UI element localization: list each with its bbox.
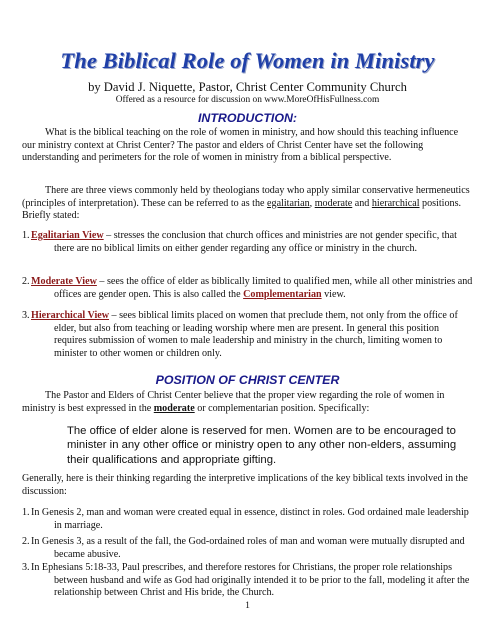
view-item-egalitarian	[22, 230, 474, 255]
introduction-heading: INTRODUCTION:	[197, 111, 298, 125]
point-item-3	[22, 562, 474, 600]
intro-paragraph-1-text: What is the biblical teaching on the role of women in ministry, and how should this teaching influence our ministry context at Christ Center? The pastor and elders of Christ Center have set the following understanding and perimeters for the role of women in ministry from a biblical perspective.	[22, 127, 459, 163]
point-text: In Genesis 3, as a result of the fall, the God-ordained roles of man and woman were mutually disrupted and became abusive.	[31, 536, 465, 560]
view-item-moderate	[22, 276, 474, 301]
author-byline: by David J. Niquette, Pastor, Christ Center Community Church	[88, 80, 407, 94]
point-number: 3.	[22, 562, 30, 573]
view-name-hierarchical: Hierarchical View	[31, 310, 110, 321]
moderate-term: moderate	[314, 197, 353, 209]
intro-paragraph-2-sep-2: and	[352, 197, 372, 209]
view-number: 1.	[22, 230, 30, 241]
view-description: – stresses the conclusion that church offices and ministries are not gender specific, that there are no biblical limits on either gender regarding any office or ministry in the church.	[54, 230, 457, 254]
point-item-1	[22, 507, 474, 532]
position-paragraph-1-text-a: The Pastor and Elders of Christ Center believe that the proper view regarding the role of women in ministry is best expressed in the	[22, 390, 445, 414]
point-text: In Ephesians 5:18-33, Paul prescribes, and therefore restores for Christians, the proper role relationships between husband and wife as God had originally intended it to be prior to the fall, modeling it after the relationship between Christ and His bride, the Church.	[31, 562, 470, 598]
point-number: 1.	[22, 507, 30, 518]
moderate-emphasis: moderate	[153, 402, 195, 414]
document-title: The Biblical Role of Women in Ministry	[60, 48, 435, 73]
complementarian-term: Complementarian	[243, 288, 322, 300]
position-paragraph-1-text-b: or complementarian position. Specifically:	[194, 402, 370, 414]
intro-paragraph-2-text-a: There are three views commonly held by theologians today who apply similar conservative hermeneutics (principles of interpretation). These can be referred to as the	[22, 185, 470, 209]
intro-paragraph-2-sep-1: ,	[309, 197, 315, 209]
page-number: 1	[245, 600, 250, 611]
view-description: – sees the office of elder as biblically limited to qualified men, while all other ministries and offices are gender open. This is also called the	[54, 276, 473, 300]
view-description: – sees biblical limits placed on women that preclude them, not only from the office of elder, but also from teaching or leading worship where men are present. In general this position requires submission of women to male leadership and ministry in the church, limiting women to minister to other women or children only.	[54, 310, 458, 359]
view-name-moderate: Moderate View	[31, 276, 97, 287]
position-heading: POSITION OF CHRIST CENTER	[155, 373, 340, 387]
point-item-2	[22, 536, 474, 561]
view-item-hierarchical	[22, 310, 474, 360]
intro-paragraph-2	[22, 185, 474, 223]
position-statement: The office of elder alone is reserved for men. Women are to be encouraged to minister in any other office or ministry open to any other non-elders, assuming their qualifications and appropriate gifting.	[67, 425, 457, 466]
position-paragraph-1	[22, 390, 474, 415]
view-description-end: view.	[321, 288, 346, 300]
hierarchical-term: hierarchical	[371, 197, 420, 209]
intro-paragraph-2-text-d: positions. Briefly stated:	[22, 197, 462, 221]
view-name-egalitarian: Egalitarian View	[31, 230, 104, 241]
point-number: 2.	[22, 536, 30, 547]
view-number: 3.	[22, 310, 30, 321]
offered-note: Offered as a resource for discussion on www.MoreOfHisFullness.com	[115, 95, 380, 105]
point-text: In Genesis 2, man and woman were created equal in essence, distinct in roles. God ordained male leadership in marriage.	[31, 507, 469, 531]
position-paragraph-2: Generally, here is their thinking regarding the interpretive implications of the key biblical texts involved in the discussion:	[22, 473, 468, 497]
view-number: 2.	[22, 276, 30, 287]
intro-paragraph-1	[22, 127, 474, 165]
egalitarian-term: egalitarian	[267, 197, 310, 209]
